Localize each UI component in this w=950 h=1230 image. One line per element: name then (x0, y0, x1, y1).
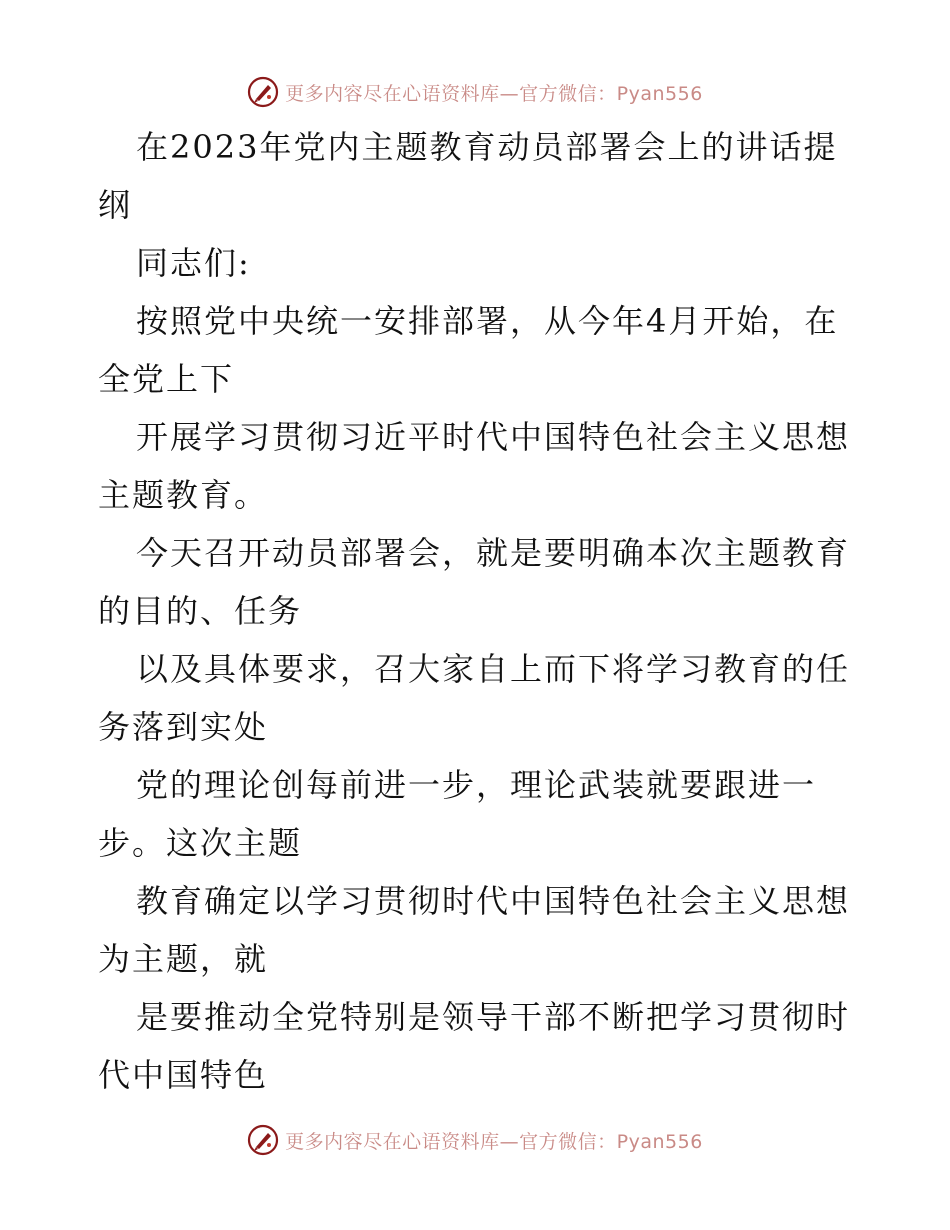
text-line: 党的理论创每前进一步，理论武装就要跟进一 (136, 766, 817, 804)
text-line: 在2023年党内主题教育动员部署会上的讲话提 (136, 128, 838, 166)
text-line: 纲 (98, 186, 133, 224)
text-line: 按照党中央统一安排部署，从今年4月开始，在 (136, 302, 839, 340)
text-line: 以及具体要求，召大家自上而下将学习教育的任 (136, 650, 851, 688)
text-line: 开展学习贯彻习近平时代中国特色社会主义思想 (136, 418, 851, 456)
text-line: 务落到实处 (98, 708, 269, 746)
banner-text: 更多内容尽在心语资料库—官方微信：Pyan556 (285, 1130, 703, 1153)
text-line: 教育确定以学习贯彻时代中国特色社会主义思想 (136, 882, 851, 920)
text-line: 今天召开动员部署会，就是要明确本次主题教育 (136, 534, 851, 572)
text-line: 是要推动全党特别是领导干部不断把学习贯彻时 (136, 998, 851, 1036)
document-body (98, 118, 858, 1104)
quill-pen-logo-icon (247, 76, 279, 108)
text-line: 同志们: (136, 244, 251, 282)
text-line: 步。这次主题 (98, 824, 303, 862)
text-line: 主题教育。 (98, 476, 269, 514)
text-line: 代中国特色 (98, 1056, 269, 1094)
footer-banner (0, 1120, 950, 1160)
text-line: 为主题，就 (98, 940, 269, 978)
quill-pen-logo-icon (247, 1124, 279, 1156)
header-banner (0, 72, 950, 112)
text-line: 全党上下 (98, 360, 235, 398)
banner-text: 更多内容尽在心语资料库—官方微信：Pyan556 (285, 82, 703, 105)
text-line: 的目的、任务 (98, 592, 303, 630)
